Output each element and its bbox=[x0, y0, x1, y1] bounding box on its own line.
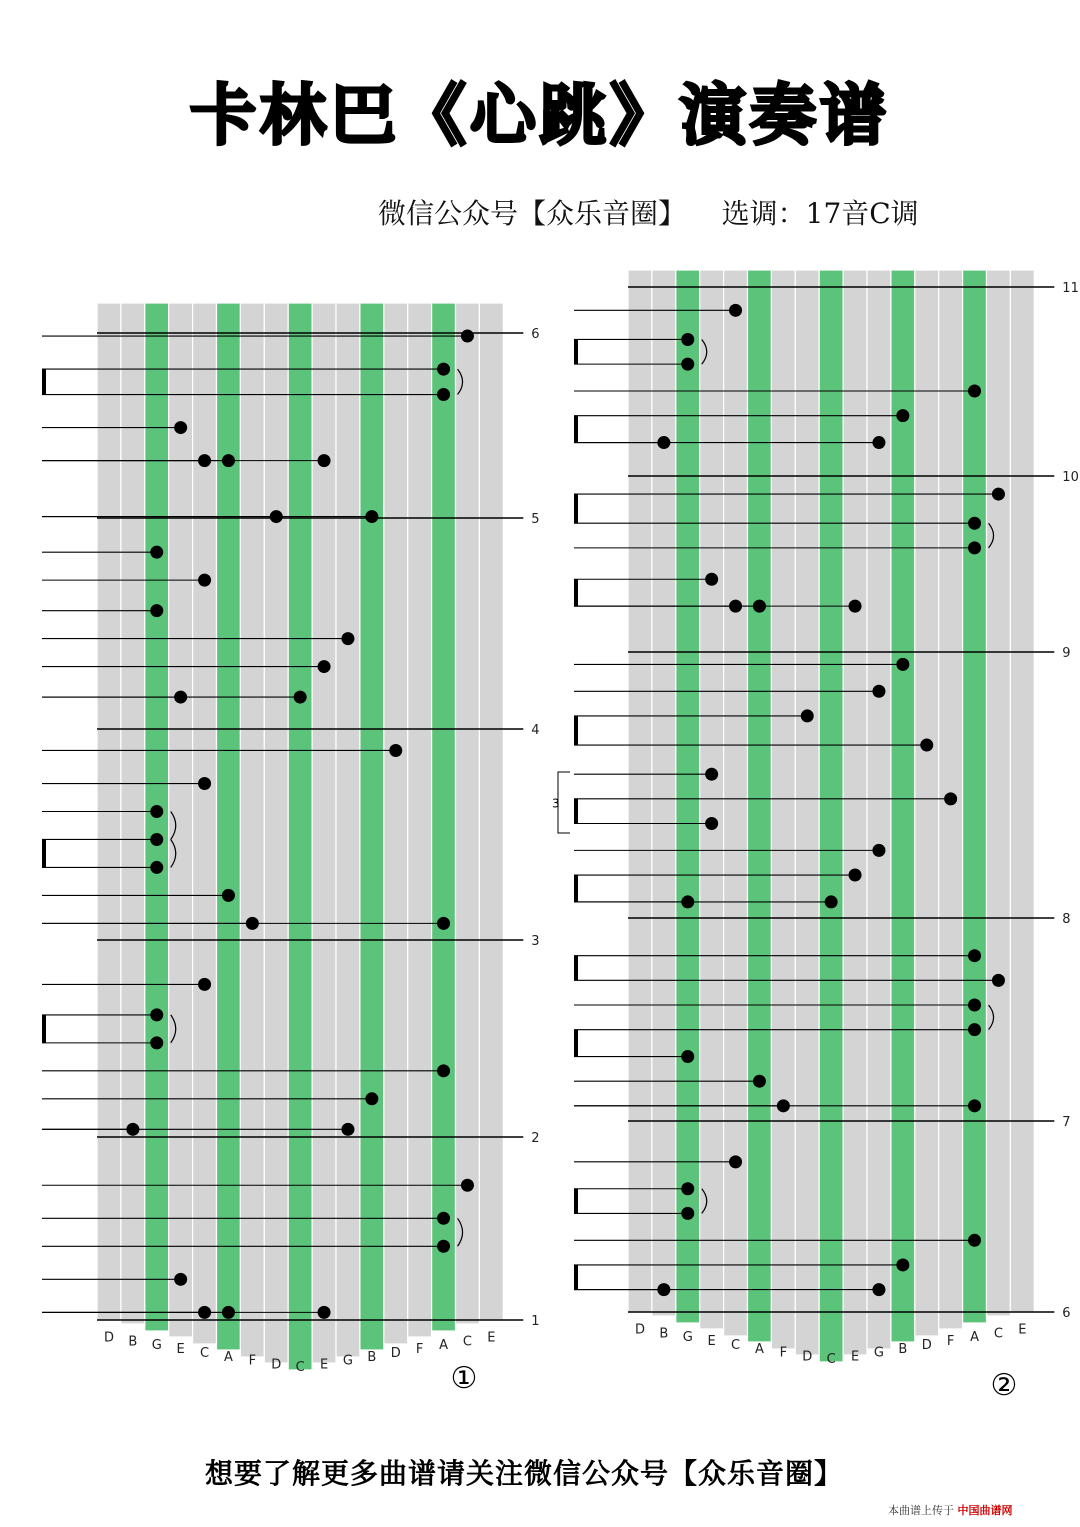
tine-6 bbox=[748, 270, 772, 1342]
panel-number: ② bbox=[990, 1368, 1018, 1403]
tine-label: A bbox=[223, 1349, 233, 1365]
tine-label: C bbox=[295, 1360, 305, 1376]
subtitle-account: 微信公众号【众乐音圈】 bbox=[378, 197, 687, 230]
measure-number: 9 bbox=[1062, 646, 1071, 661]
note-dot bbox=[968, 949, 981, 962]
tine-17 bbox=[1010, 270, 1034, 1312]
tine-15 bbox=[963, 270, 987, 1323]
tine-12 bbox=[891, 270, 915, 1342]
note-dot bbox=[729, 304, 742, 317]
note-dot bbox=[849, 600, 862, 613]
tine-label: D bbox=[271, 1357, 282, 1373]
tine-16 bbox=[987, 270, 1011, 1316]
measure-number: 6 bbox=[1062, 1306, 1071, 1321]
triplet-bracket bbox=[558, 772, 570, 833]
tine-3 bbox=[676, 270, 700, 1323]
note-dot bbox=[968, 517, 981, 530]
tine-13 bbox=[915, 270, 939, 1336]
tine-label: E bbox=[1018, 1322, 1027, 1338]
tine-label: G bbox=[873, 1345, 884, 1361]
tine-label: D bbox=[802, 1349, 813, 1365]
tine-label: C bbox=[993, 1326, 1003, 1342]
tine-label: C bbox=[826, 1352, 836, 1368]
tine-9 bbox=[819, 270, 843, 1362]
tine-1 bbox=[628, 270, 652, 1312]
tine-label: E bbox=[176, 1342, 185, 1358]
note-dot bbox=[968, 1234, 981, 1247]
measure-number: 4 bbox=[531, 723, 540, 738]
note-dot bbox=[872, 844, 885, 857]
tine-7 bbox=[771, 270, 795, 1349]
tine-label: B bbox=[659, 1326, 669, 1342]
tine-label: A bbox=[754, 1341, 764, 1357]
tine-label: D bbox=[634, 1322, 645, 1338]
tine-label: D bbox=[103, 1330, 114, 1346]
note-dot bbox=[872, 1283, 885, 1296]
note-dot bbox=[896, 1258, 909, 1271]
measure-number: 10 bbox=[1062, 470, 1079, 485]
note-dot bbox=[896, 409, 909, 422]
tine-8 bbox=[795, 270, 819, 1355]
tine-label: E bbox=[850, 1349, 860, 1365]
tine-label: F bbox=[248, 1353, 257, 1369]
note-dot bbox=[968, 385, 981, 398]
measure-number: 5 bbox=[531, 512, 540, 527]
note-dot bbox=[872, 436, 885, 449]
note-dot bbox=[992, 974, 1005, 987]
tine-label: C bbox=[462, 1334, 472, 1350]
triplet-label: 3 bbox=[552, 796, 560, 811]
note-dot bbox=[968, 541, 981, 554]
tine-label: D bbox=[390, 1345, 401, 1361]
note-dot bbox=[825, 895, 838, 908]
upload-site[interactable]: 中国曲谱网 bbox=[957, 1504, 1013, 1517]
note-dot bbox=[705, 817, 718, 830]
note-dot bbox=[681, 1182, 694, 1195]
tine-label: A bbox=[970, 1330, 980, 1346]
tine-label: F bbox=[946, 1334, 955, 1350]
tine-10 bbox=[843, 270, 867, 1355]
note-dot bbox=[705, 573, 718, 586]
measure-number: 11 bbox=[1062, 281, 1079, 296]
tine-label: B bbox=[898, 1341, 908, 1357]
tine-label: G bbox=[342, 1353, 353, 1369]
tine-4 bbox=[700, 270, 724, 1329]
measure-number: 6 bbox=[531, 327, 540, 342]
note-dot bbox=[801, 709, 814, 722]
tine-label: G bbox=[682, 1330, 693, 1346]
upload-credit bbox=[888, 1502, 1013, 1518]
tine-2 bbox=[652, 270, 676, 1316]
note-dot bbox=[729, 1155, 742, 1168]
tine-11 bbox=[867, 270, 891, 1349]
tine-5 bbox=[724, 270, 748, 1336]
note-dot bbox=[968, 1099, 981, 1112]
measure-number: 1 bbox=[531, 1314, 540, 1329]
tine-label: E bbox=[319, 1357, 329, 1373]
note-dot bbox=[681, 333, 694, 346]
tine-label: G bbox=[151, 1338, 162, 1354]
note-dot bbox=[705, 768, 718, 781]
tine-label: C bbox=[731, 1337, 741, 1353]
tine-label: E bbox=[487, 1330, 496, 1346]
note-dot bbox=[753, 1075, 766, 1088]
note-dot bbox=[896, 658, 909, 671]
panel-number: ① bbox=[450, 1361, 478, 1396]
tine-label: D bbox=[921, 1337, 932, 1353]
tine-label: F bbox=[415, 1342, 424, 1358]
note-dot bbox=[681, 1050, 694, 1063]
footer-text: 想要了解更多曲谱请关注微信公众号【众乐音圈】 bbox=[205, 1457, 844, 1490]
tine-label: E bbox=[707, 1334, 716, 1350]
note-dot bbox=[872, 685, 885, 698]
tine-label: B bbox=[367, 1349, 377, 1365]
tine-label: A bbox=[439, 1338, 449, 1354]
measure-number: 2 bbox=[531, 1131, 540, 1146]
note-dot bbox=[681, 1207, 694, 1220]
measure-number: 3 bbox=[531, 934, 540, 949]
page-title: 卡林巴《心跳》演奏谱 bbox=[190, 77, 890, 154]
measure-number: 8 bbox=[1062, 912, 1071, 927]
tine-label: C bbox=[200, 1345, 210, 1361]
note-dot bbox=[968, 999, 981, 1012]
note-dot bbox=[992, 488, 1005, 501]
note-dot bbox=[944, 792, 957, 805]
note-dot bbox=[920, 739, 933, 752]
note-dot bbox=[849, 869, 862, 882]
measure-number: 7 bbox=[1062, 1115, 1071, 1130]
note-dot bbox=[681, 358, 694, 371]
tine-label: F bbox=[779, 1345, 788, 1361]
note-dot bbox=[968, 1023, 981, 1036]
upload-prefix: 本曲谱上传于 bbox=[888, 1504, 954, 1517]
subtitle-key: 选调：17音C调 bbox=[721, 197, 919, 230]
tine-label: B bbox=[128, 1334, 138, 1350]
